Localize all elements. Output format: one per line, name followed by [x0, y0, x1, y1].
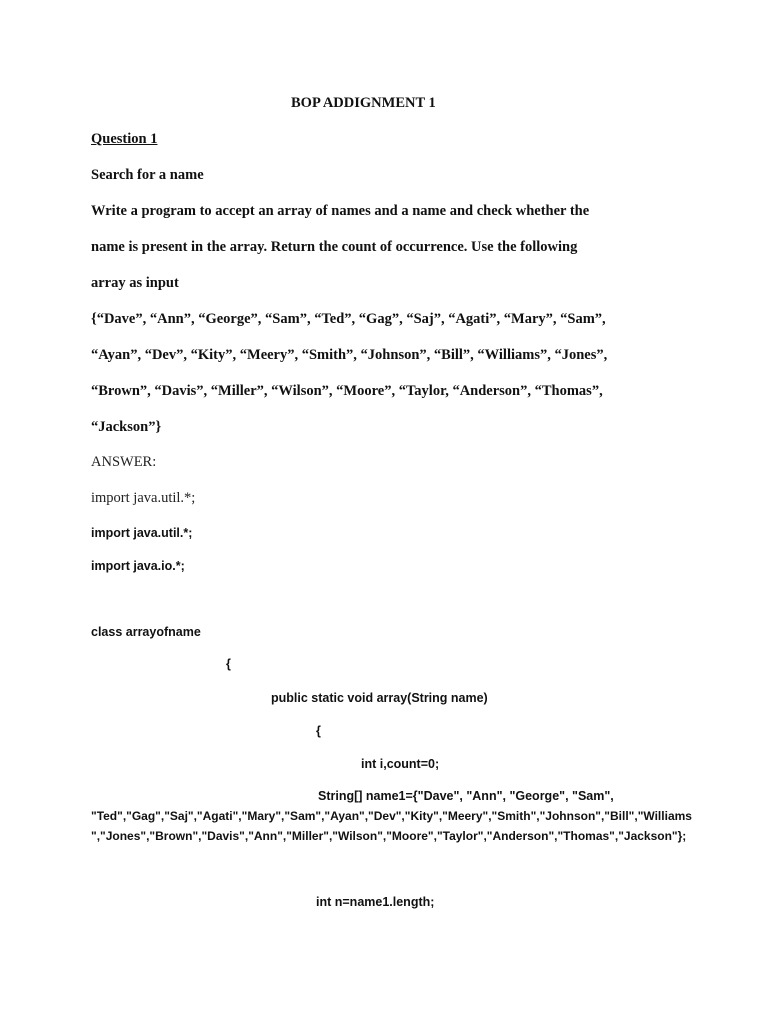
question-heading: Question 1	[91, 131, 158, 147]
code-line-import-util: import java.util.*;	[91, 526, 193, 540]
code-line-int-decl: int i,count=0;	[361, 757, 440, 771]
code-line-string-decl: String[] name1={"Dave", "Ann", "George", "Sam",	[318, 789, 614, 803]
array-line: “Ayan”, “Dev”, “Kity”, “Meery”, “Smith”, “Johnson”, “Bill”, “Williams”, “Jones”,	[91, 347, 608, 363]
code-line-open-class: {	[226, 657, 231, 671]
code-line-method-decl: public static void array(String name)	[271, 691, 488, 705]
answer-import-line: import java.util.*;	[91, 490, 196, 506]
code-line-length-decl: int n=name1.length;	[316, 895, 435, 909]
answer-label: ANSWER:	[91, 454, 157, 470]
array-line: “Brown”, “Davis”, “Miller”, “Wilson”, “Moore”, “Taylor, “Anderson”, “Thomas”,	[91, 383, 603, 399]
code-line-import-io: import java.io.*;	[91, 559, 185, 573]
code-line-class-decl: class arrayofname	[91, 625, 201, 639]
code-line-string-decl: ","Jones","Brown","Davis","Ann","Miller","Wilson","Moore","Taylor","Anderson","Thomas","Jackson"};	[91, 829, 687, 843]
document-title: BOP ADDIGNMENT 1	[291, 95, 436, 111]
prompt-line: Write a program to accept an array of names and a name and check whether the	[91, 203, 590, 219]
array-line: {“Dave”, “Ann”, “George”, “Sam”, “Ted”, “Gag”, “Saj”, “Agati”, “Mary”, “Sam”,	[91, 311, 606, 327]
prompt-line: name is present in the array. Return the count of occurrence. Use the following	[91, 239, 578, 255]
question-subtitle: Search for a name	[91, 167, 204, 183]
code-line-open-method: {	[316, 724, 321, 738]
prompt-line: array as input	[91, 275, 179, 291]
array-line: “Jackson”}	[91, 419, 162, 435]
code-line-string-decl: "Ted","Gag","Saj","Agati","Mary","Sam","Ayan","Dev","Kity","Meery","Smith","Johnson","Bill","Williams	[91, 809, 692, 823]
